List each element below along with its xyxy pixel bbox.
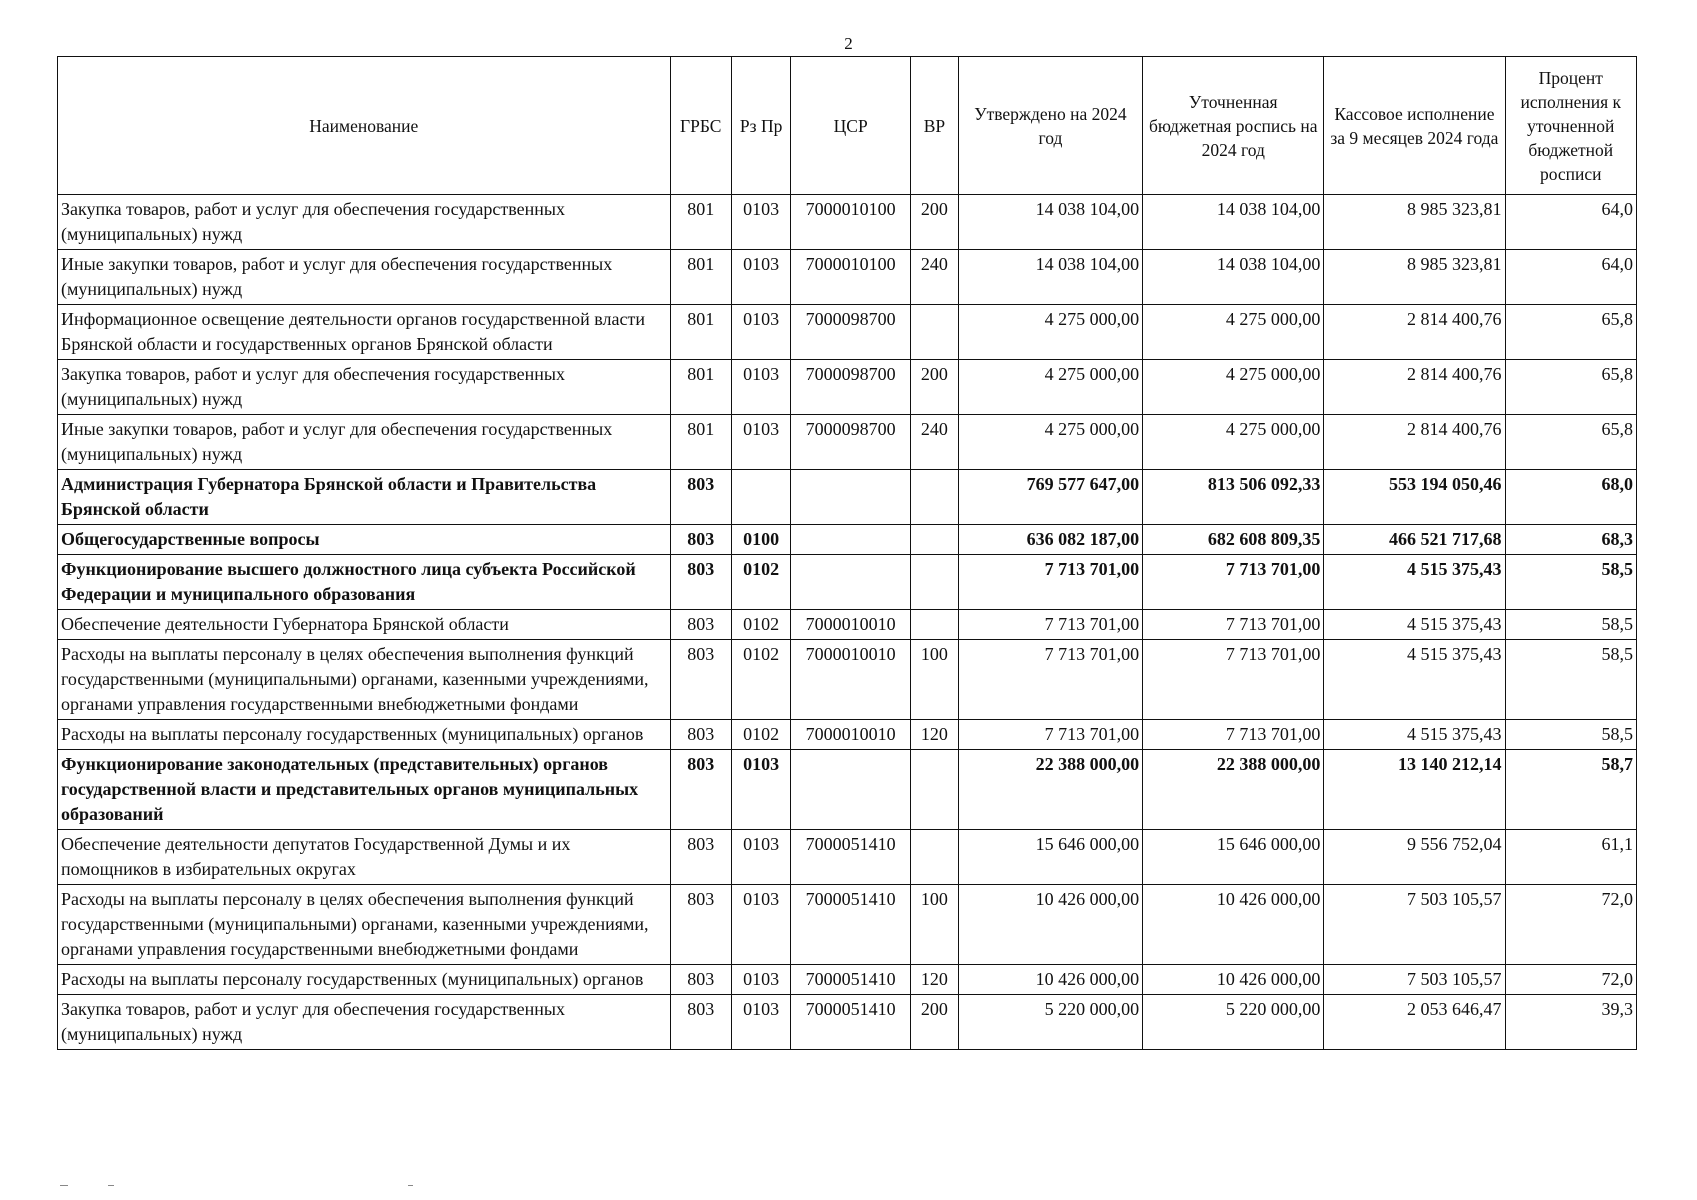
header-grbs: ГРБС [670, 57, 731, 195]
cell-rzpr [731, 470, 790, 525]
table-row [58, 305, 1637, 360]
cell-cash-execution: 4 515 375,43 [1324, 720, 1505, 750]
page-number: 2 [844, 34, 853, 53]
cell-grbs: 801 [670, 250, 731, 305]
table-row [58, 720, 1637, 750]
cell-name: Закупка товаров, работ и услуг для обеспечения государственных (муниципальных) нужд [58, 360, 671, 415]
cell-cash-execution: 2 814 400,76 [1324, 360, 1505, 415]
cell-approved: 7 713 701,00 [958, 640, 1142, 720]
cell-refined: 22 388 000,00 [1143, 750, 1324, 830]
cell-approved: 636 082 187,00 [958, 525, 1142, 555]
header-percent: Процент исполнения к уточненной бюджетной росписи [1505, 57, 1636, 195]
scan-artifact [108, 1185, 114, 1186]
cell-name: Расходы на выплаты персоналу государственных (муниципальных) органов [58, 720, 671, 750]
cell-refined: 7 713 701,00 [1143, 640, 1324, 720]
cell-percent: 72,0 [1505, 885, 1636, 965]
header-csr: ЦСР [791, 57, 911, 195]
cell-refined: 10 426 000,00 [1143, 965, 1324, 995]
cell-rzpr: 0102 [731, 640, 790, 720]
cell-name: Закупка товаров, работ и услуг для обеспечения государственных (муниципальных) нужд [58, 195, 671, 250]
cell-approved: 4 275 000,00 [958, 305, 1142, 360]
cell-rzpr: 0102 [731, 720, 790, 750]
cell-grbs: 803 [670, 640, 731, 720]
cell-rzpr: 0103 [731, 305, 790, 360]
cell-rzpr: 0103 [731, 830, 790, 885]
cell-approved: 7 713 701,00 [958, 555, 1142, 610]
cell-rzpr: 0103 [731, 415, 790, 470]
cell-percent: 58,5 [1505, 555, 1636, 610]
cell-vr [911, 525, 959, 555]
cell-vr [911, 470, 959, 525]
cell-name: Администрация Губернатора Брянской области и Правительства Брянской области [58, 470, 671, 525]
cell-approved: 15 646 000,00 [958, 830, 1142, 885]
cell-name: Функционирование законодательных (представительных) органов государственной власти и представительных органов муниципальных образований [58, 750, 671, 830]
cell-csr: 7000098700 [791, 305, 911, 360]
cell-percent: 65,8 [1505, 305, 1636, 360]
scan-artifact [408, 1185, 413, 1186]
cell-rzpr: 0102 [731, 555, 790, 610]
table-row [58, 610, 1637, 640]
cell-name: Расходы на выплаты персоналу в целях обеспечения выполнения функций государственными (муниципальными) органами, казенными учреждениями, органами управления государственными внебюджетными фондами [58, 640, 671, 720]
cell-grbs: 803 [670, 525, 731, 555]
cell-name: Информационное освещение деятельности органов государственной власти Брянской области и государственных органов Брянской области [58, 305, 671, 360]
cell-cash-execution: 4 515 375,43 [1324, 640, 1505, 720]
table-row [58, 525, 1637, 555]
table-row [58, 640, 1637, 720]
cell-approved: 7 713 701,00 [958, 610, 1142, 640]
cell-name: Иные закупки товаров, работ и услуг для обеспечения государственных (муниципальных) нужд [58, 250, 671, 305]
cell-name: Обеспечение деятельности депутатов Государственной Думы и их помощников в избирательных округах [58, 830, 671, 885]
cell-approved: 7 713 701,00 [958, 720, 1142, 750]
cell-refined: 4 275 000,00 [1143, 415, 1324, 470]
cell-refined: 14 038 104,00 [1143, 250, 1324, 305]
table-row [58, 555, 1637, 610]
cell-percent: 65,8 [1505, 360, 1636, 415]
cell-csr: 7000010010 [791, 640, 911, 720]
cell-rzpr: 0103 [731, 885, 790, 965]
header-rzpr: Рз Пр [731, 57, 790, 195]
table-row [58, 360, 1637, 415]
cell-rzpr: 0103 [731, 360, 790, 415]
cell-csr: 7000051410 [791, 995, 911, 1050]
table-header-row [58, 57, 1637, 195]
cell-approved: 5 220 000,00 [958, 995, 1142, 1050]
cell-csr: 7000051410 [791, 830, 911, 885]
cell-vr: 120 [911, 965, 959, 995]
cell-csr [791, 555, 911, 610]
cell-percent: 58,7 [1505, 750, 1636, 830]
cell-grbs: 803 [670, 470, 731, 525]
cell-grbs: 803 [670, 830, 731, 885]
cell-csr [791, 525, 911, 555]
table-row [58, 470, 1637, 525]
cell-grbs: 803 [670, 750, 731, 830]
cell-csr: 7000098700 [791, 415, 911, 470]
cell-percent: 68,0 [1505, 470, 1636, 525]
table-row [58, 885, 1637, 965]
cell-percent: 72,0 [1505, 965, 1636, 995]
cell-csr: 7000010010 [791, 720, 911, 750]
cell-percent: 58,5 [1505, 640, 1636, 720]
cell-cash-execution: 4 515 375,43 [1324, 610, 1505, 640]
cell-refined: 7 713 701,00 [1143, 555, 1324, 610]
cell-grbs: 803 [670, 555, 731, 610]
cell-csr: 7000010100 [791, 250, 911, 305]
cell-vr: 200 [911, 360, 959, 415]
cell-csr: 7000010100 [791, 195, 911, 250]
cell-refined: 4 275 000,00 [1143, 305, 1324, 360]
header-cash-execution: Кассовое исполнение за 9 месяцев 2024 года [1324, 57, 1505, 195]
cell-refined: 15 646 000,00 [1143, 830, 1324, 885]
cell-vr: 120 [911, 720, 959, 750]
cell-cash-execution: 13 140 212,14 [1324, 750, 1505, 830]
budget-execution-table [57, 56, 1637, 1050]
cell-refined: 7 713 701,00 [1143, 610, 1324, 640]
cell-cash-execution: 2 814 400,76 [1324, 305, 1505, 360]
table-row [58, 830, 1637, 885]
cell-approved: 4 275 000,00 [958, 360, 1142, 415]
cell-vr: 100 [911, 885, 959, 965]
cell-grbs: 803 [670, 965, 731, 995]
cell-csr: 7000051410 [791, 965, 911, 995]
header-name: Наименование [58, 57, 671, 195]
cell-refined: 7 713 701,00 [1143, 720, 1324, 750]
cell-vr [911, 305, 959, 360]
table-row [58, 195, 1637, 250]
cell-approved: 4 275 000,00 [958, 415, 1142, 470]
cell-rzpr: 0103 [731, 995, 790, 1050]
table-row [58, 415, 1637, 470]
cell-cash-execution: 2 053 646,47 [1324, 995, 1505, 1050]
cell-vr: 200 [911, 995, 959, 1050]
cell-rzpr: 0102 [731, 610, 790, 640]
table-body [58, 195, 1637, 1050]
cell-approved: 22 388 000,00 [958, 750, 1142, 830]
cell-rzpr: 0103 [731, 965, 790, 995]
cell-refined: 5 220 000,00 [1143, 995, 1324, 1050]
cell-vr [911, 610, 959, 640]
cell-grbs: 803 [670, 610, 731, 640]
cell-name: Функционирование высшего должностного лица субъекта Российской Федерации и муниципального образования [58, 555, 671, 610]
cell-cash-execution: 553 194 050,46 [1324, 470, 1505, 525]
cell-refined: 813 506 092,33 [1143, 470, 1324, 525]
cell-cash-execution: 7 503 105,57 [1324, 885, 1505, 965]
cell-percent: 65,8 [1505, 415, 1636, 470]
header-approved: Утверждено на 2024 год [958, 57, 1142, 195]
cell-approved: 769 577 647,00 [958, 470, 1142, 525]
cell-name: Закупка товаров, работ и услуг для обеспечения государственных (муниципальных) нужд [58, 995, 671, 1050]
cell-rzpr: 0100 [731, 525, 790, 555]
cell-grbs: 803 [670, 995, 731, 1050]
cell-csr: 7000098700 [791, 360, 911, 415]
cell-vr: 200 [911, 195, 959, 250]
cell-percent: 68,3 [1505, 525, 1636, 555]
cell-cash-execution: 7 503 105,57 [1324, 965, 1505, 995]
cell-approved: 14 038 104,00 [958, 250, 1142, 305]
cell-vr [911, 555, 959, 610]
cell-percent: 61,1 [1505, 830, 1636, 885]
cell-vr [911, 750, 959, 830]
cell-vr [911, 830, 959, 885]
table-row [58, 250, 1637, 305]
cell-cash-execution: 8 985 323,81 [1324, 250, 1505, 305]
cell-name: Общегосударственные вопросы [58, 525, 671, 555]
cell-refined: 682 608 809,35 [1143, 525, 1324, 555]
cell-grbs: 801 [670, 360, 731, 415]
cell-approved: 14 038 104,00 [958, 195, 1142, 250]
cell-csr [791, 750, 911, 830]
cell-cash-execution: 2 814 400,76 [1324, 415, 1505, 470]
cell-cash-execution: 8 985 323,81 [1324, 195, 1505, 250]
cell-csr [791, 470, 911, 525]
cell-vr: 240 [911, 415, 959, 470]
cell-cash-execution: 4 515 375,43 [1324, 555, 1505, 610]
cell-csr: 7000010010 [791, 610, 911, 640]
cell-cash-execution: 466 521 717,68 [1324, 525, 1505, 555]
cell-percent: 58,5 [1505, 720, 1636, 750]
cell-cash-execution: 9 556 752,04 [1324, 830, 1505, 885]
cell-refined: 4 275 000,00 [1143, 360, 1324, 415]
cell-grbs: 803 [670, 720, 731, 750]
cell-grbs: 801 [670, 305, 731, 360]
cell-grbs: 801 [670, 195, 731, 250]
cell-rzpr: 0103 [731, 195, 790, 250]
cell-percent: 58,5 [1505, 610, 1636, 640]
cell-vr: 100 [911, 640, 959, 720]
cell-vr: 240 [911, 250, 959, 305]
cell-percent: 64,0 [1505, 250, 1636, 305]
cell-rzpr: 0103 [731, 750, 790, 830]
cell-name: Расходы на выплаты персоналу государственных (муниципальных) органов [58, 965, 671, 995]
table-row [58, 965, 1637, 995]
scan-artifact [60, 1185, 68, 1186]
cell-approved: 10 426 000,00 [958, 965, 1142, 995]
cell-percent: 64,0 [1505, 195, 1636, 250]
cell-rzpr: 0103 [731, 250, 790, 305]
cell-name: Расходы на выплаты персоналу в целях обеспечения выполнения функций государственными (муниципальными) органами, казенными учреждениями, органами управления государственными внебюджетными фондами [58, 885, 671, 965]
cell-refined: 14 038 104,00 [1143, 195, 1324, 250]
header-refined: Уточненная бюджетная роспись на 2024 год [1143, 57, 1324, 195]
cell-name: Иные закупки товаров, работ и услуг для обеспечения государственных (муниципальных) нужд [58, 415, 671, 470]
cell-csr: 7000051410 [791, 885, 911, 965]
cell-name: Обеспечение деятельности Губернатора Брянской области [58, 610, 671, 640]
cell-grbs: 803 [670, 885, 731, 965]
cell-percent: 39,3 [1505, 995, 1636, 1050]
cell-refined: 10 426 000,00 [1143, 885, 1324, 965]
table-row [58, 995, 1637, 1050]
cell-grbs: 801 [670, 415, 731, 470]
cell-approved: 10 426 000,00 [958, 885, 1142, 965]
header-vr: ВР [911, 57, 959, 195]
table-row [58, 750, 1637, 830]
